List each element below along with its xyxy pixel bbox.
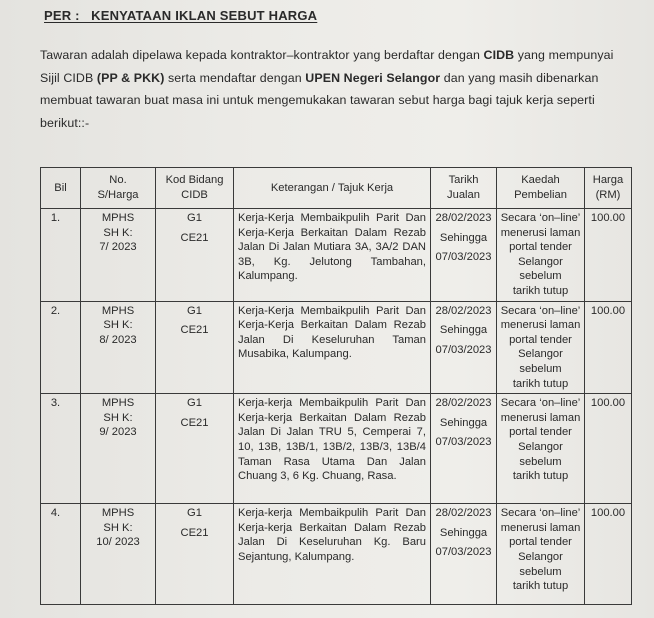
intro-bold-upen: UPEN Negeri Selangor [305,70,441,85]
cell-tarikh: 28/02/2023 Sehingga 07/03/2023 [431,301,497,394]
cell-kaedah: Secara ‘on–line’ menerusi laman portal tender Selangor sebelum tarikh tutup [497,301,585,394]
cell-no-sharga: MPHS SH K: 9/ 2023 [81,394,156,504]
table-header-row [41,168,632,209]
cell-kod-bidang: G1 CE21 [156,209,234,302]
cell-harga: 100.00 [585,301,632,394]
header-bil: Bil [41,168,81,209]
intro-text: Tawaran adalah dipelawa kepada kontraktor–kontraktor yang berdaftar dengan [40,48,484,62]
cell-kod-bidang: G1 CE21 [156,504,234,605]
intro-bold-pp-pkk: (PP & PKK) [96,70,165,85]
cell-tarikh: 28/02/2023 Sehingga 07/03/2023 [431,394,497,504]
cell-kod-bidang: G1 CE21 [156,394,234,504]
header-kod-bidang: Kod Bidang CIDB [156,168,234,209]
header-tarikh: Tarikh Jualan [431,168,497,209]
intro-line-2 [40,67,620,90]
cell-keterangan: Kerja-kerja Membaikpulih Parit Dan Kerja-kerja Berkaitan Dalam Rezab Jalan Di Jalan TRU 5, Cemperai 7, 10, 13B, 13B/1, 13B/2, 13B/3, 13B/4 Taman Rasa Utama Dan Jalan Chuang 3, 6 Kg. Chuang, Rasa. [234,394,431,504]
cell-keterangan: Kerja-Kerja Membaikpulih Parit Dan Kerja-Kerja Berkaitan Dalam Rezab Jalan Di Keseluruhan Taman Musabika, Kalumpang. [234,301,431,394]
cell-keterangan: Kerja-Kerja Membaikpulih Parit Dan Kerja-Kerja Berkaitan Dalam Rezab Jalan Di Jalan Mutiara 3A, 3A/2 DAN 3B, Kg. Jelutong Tambahan, Kalumpang. [234,209,431,302]
intro-paragraph [40,44,620,134]
cell-no-sharga: MPHS SH K: 10/ 2023 [81,504,156,605]
intro-text: Sijil CIDB [40,70,97,85]
cell-harga: 100.00 [585,209,632,302]
intro-line-1 [40,44,620,67]
intro-bold-cidb: CIDB [483,48,515,62]
cell-kaedah: Secara ‘on–line’ menerusi laman portal tender Selangor sebelum tarikh tutup [497,209,585,302]
cell-no-sharga: MPHS SH K: 8/ 2023 [81,301,156,394]
header-kaedah: Kaedah Pembelian [497,168,585,209]
cell-tarikh: 28/02/2023 Sehingga 07/03/2023 [431,504,497,605]
table-row [41,394,632,504]
cell-harga: 100.00 [585,394,632,504]
intro-text: serta mendaftar dengan [164,70,306,85]
cell-bil: 3. [41,394,81,504]
cell-kaedah: Secara ‘on–line’ menerusi laman portal tender Selangor sebelum tarikh tutup [497,504,585,605]
cell-keterangan: Kerja-kerja Membaikpulih Parit Dan Kerja-kerja Berkaitan Dalam Rezab Jalan Di Keseluruhan Kg. Baru Sejantung, Kalumpang. [234,504,431,605]
intro-text: dan yang masih dibenarkan [440,70,599,85]
cell-bil: 2. [41,301,81,394]
tender-table [40,167,632,605]
table-row [41,209,632,302]
document-heading: PER : KENYATAAN IKLAN SEBUT HARGA [44,8,318,23]
cell-bil: 1. [41,209,81,302]
table-row [41,504,632,605]
cell-tarikh: 28/02/2023 Sehingga 07/03/2023 [431,209,497,302]
cell-harga: 100.00 [585,504,632,605]
intro-text: yang mempunyai [514,48,614,62]
intro-line-3: membuat tawaran buat masa ini untuk mengemukakan tawaran sebut harga bagi tajuk kerja seperti [40,93,595,107]
intro-line-4: berikut::- [40,115,90,130]
header-harga: Harga (RM) [585,168,632,209]
cell-no-sharga: MPHS SH K: 7/ 2023 [81,209,156,302]
cell-kaedah: Secara ‘on–line’ menerusi laman portal tender Selangor sebelum tarikh tutup [497,394,585,504]
header-keterangan: Keterangan / Tajuk Kerja [234,168,431,209]
table-row [41,301,632,394]
cell-kod-bidang: G1 CE21 [156,301,234,394]
cell-bil: 4. [41,504,81,605]
header-no-sharga: No. S/Harga [81,168,156,209]
